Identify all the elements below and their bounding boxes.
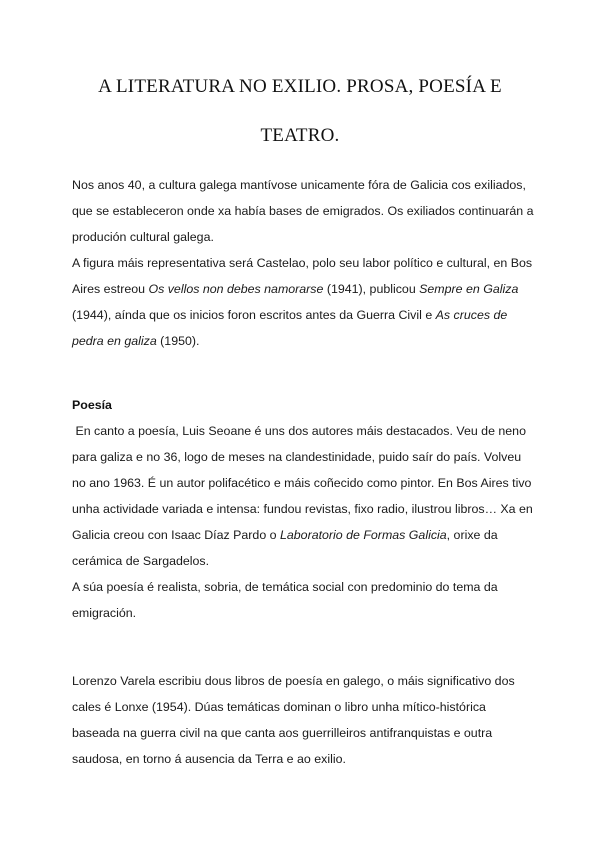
intro-p2-text-b: (1941), publicou [323, 282, 420, 296]
work-title-sempre-en-galiza: Sempre en Galiza [419, 282, 519, 296]
poesia-paragraph-3: Lorenzo Varela escribiu dous libros de poesía en galego, o máis significativo dos cales é Lonxe (1954). Dúas temáticas dominan o libro unha mítico-histórica baseada na guerra civil na que canta aos guerrilleiros antifranquistas e outra saudosa, en torno á ausencia da Terra e ao exilio. [72, 674, 515, 766]
section-heading-poesia: Poesía [72, 398, 112, 412]
poesia-p1-text-b: , orixe da cerámica de Sargadelos. [72, 528, 502, 568]
document-title-line-1: A LITERATURA NO EXILIO. PROSA, POESÍA E [98, 76, 502, 97]
intro-paragraph-1: Nos anos 40, a cultura galega mantívose unicamente fóra de Galicia cos exiliados, que se estableceron onde xa había bases de emigrados. Os exiliados continuarán a produción cultural galega. [72, 178, 534, 244]
poesia-paragraph-2: A súa poesía é realista, sobria, de temática social con predominio do tema da emigración. [72, 580, 498, 620]
document-title-line-2: TEATRO. [260, 125, 340, 146]
work-title-as-cruces: As cruces de pedra en galiza [72, 308, 508, 348]
intro-p2-text-d: (1950). [156, 334, 200, 348]
lorenzo-section [72, 668, 534, 772]
intro-p2-text-a: A figura máis representativa será Castelao, polo seu labor político e cultural, en Bos Aires estreou [72, 256, 533, 296]
intro-p2-text-c: (1944), aínda que os inicios foron escritos antes da Guerra Civil e [72, 308, 436, 322]
intro-paragraph-2 [72, 250, 534, 354]
poesia-section [72, 418, 537, 626]
poesia-p1-text-a: En canto a poesía, Luis Seoane é uns dos autores máis destacados. Veu de neno para galiza e no 36, logo de meses na clandestinidade, puido saír do país. Volveu no ano 1963. É un autor polifacético e máis coñecido como pintor. En Bos Aires tivo unha actividade variada e intensa: fundou revistas, fixo radio, ilustrou libros… Xa en Galicia creou con Isaac Díaz Pardo o [72, 424, 537, 542]
intro-section [72, 172, 534, 354]
poesia-paragraph-1 [72, 418, 537, 574]
work-title-os-vellos: Os vellos non debes namorarse [148, 282, 324, 296]
work-title-laboratorio: Laboratorio de Formas Galicia [280, 528, 447, 542]
